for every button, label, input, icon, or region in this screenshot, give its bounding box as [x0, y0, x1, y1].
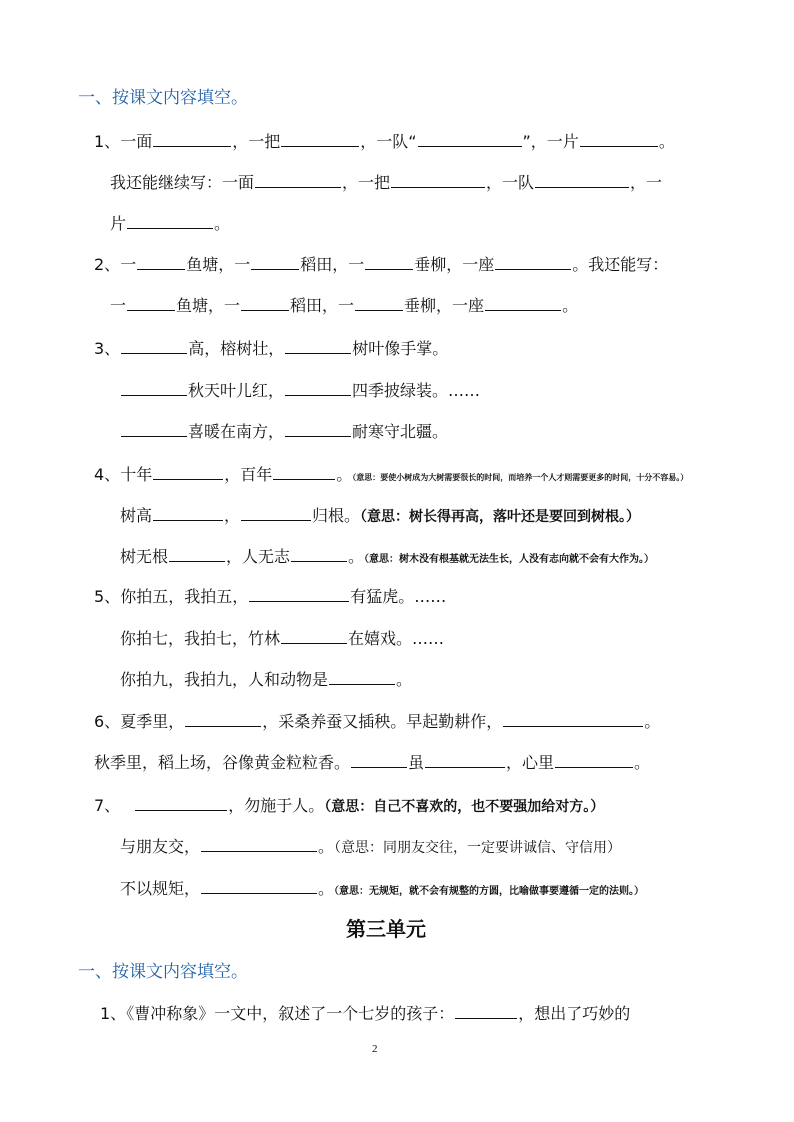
answer-blank[interactable] — [285, 421, 351, 437]
question-6-line-2: 秋季里，稻上场，谷像黄金粒粒香。 虽 ，心里 。 — [94, 753, 651, 772]
answer-blank[interactable] — [285, 380, 351, 396]
section-heading-2: 一、按课文内容填空。 — [78, 962, 248, 982]
page-number: 2 — [372, 1043, 378, 1055]
section-heading: 一、按课文内容填空。 — [78, 88, 248, 108]
answer-blank[interactable] — [281, 628, 347, 644]
question-5-line-1: 5、你拍五，我拍五， 有猛虎。…… — [94, 587, 447, 606]
answer-blank[interactable] — [281, 131, 359, 147]
question-1-line-3: 片 。 — [110, 214, 231, 233]
question-2-line-2: 一 鱼塘，一 稻田，一 垂柳，一座 。 — [110, 296, 579, 315]
answer-blank[interactable] — [535, 172, 629, 188]
meaning-note: （意思：自己不喜欢的，也不要强加给对方。） — [324, 799, 605, 815]
question-3-line-3: 喜暖在南方， 耐寒守北疆。 — [120, 421, 448, 442]
answer-blank[interactable] — [418, 131, 522, 147]
answer-blank[interactable] — [291, 546, 347, 562]
answer-blank[interactable] — [355, 295, 403, 311]
question-2-line-1: 2、一 鱼塘，一 稻田，一 垂柳，一座 。我还能写： — [94, 255, 669, 274]
answer-blank[interactable] — [251, 254, 299, 270]
answer-blank[interactable] — [153, 464, 223, 480]
answer-blank[interactable] — [127, 213, 213, 229]
question-5-line-2: 你拍七，我拍七，竹林 在嬉戏。…… — [120, 629, 445, 648]
answer-blank[interactable] — [241, 295, 289, 311]
answer-blank[interactable] — [555, 752, 633, 768]
meaning-note: （意思：无规矩，就不会有规整的方圆，比喻做事要遵循一定的法则。） — [334, 886, 645, 897]
answer-blank[interactable] — [153, 131, 231, 147]
answer-blank[interactable] — [135, 795, 227, 811]
question-4-line-2: 树高 ， 归根。（意思：树长得再高，落叶还是要回到树根。） — [120, 506, 641, 525]
answer-blank[interactable] — [351, 752, 407, 768]
answer-blank[interactable] — [485, 295, 561, 311]
question-5-line-3: 你拍九，我拍九，人和动物是 。 — [120, 670, 413, 689]
question-7-line-2: 与朋友交， 。（意思：同朋友交往，一定要讲诚信、守信用） — [120, 837, 622, 856]
answer-blank[interactable] — [273, 464, 335, 480]
answer-blank[interactable] — [255, 172, 341, 188]
question-3-line-2: 秋天叶儿红， 四季披绿装。…… — [120, 380, 480, 401]
answer-blank[interactable] — [121, 380, 187, 396]
answer-blank[interactable] — [137, 254, 185, 270]
answer-blank[interactable] — [391, 172, 485, 188]
meaning-note: （意思：树长得再高，落叶还是要回到树根。） — [360, 509, 641, 525]
answer-blank[interactable] — [329, 669, 395, 685]
question-3-line-1: 3、 高，榕树壮， 树叶像手掌。 — [94, 339, 449, 358]
meaning-note: （意思：要使小树成为大树需要很长的时间，而培养一个人才则需要更多的时间，十分不容易。） — [352, 473, 689, 482]
meaning-note: （意思：同朋友交往，一定要讲诚信、守信用） — [334, 840, 622, 856]
answer-blank[interactable] — [503, 711, 643, 727]
question-6-line-1: 6、夏季里， ，采桑养蚕又插秧。早起勤耕作， 。 — [94, 712, 661, 731]
answer-blank[interactable] — [127, 295, 175, 311]
question-1-line-1: 1、一面 ，一把 ，一队“ ”，一片 。 — [94, 132, 675, 151]
answer-blank[interactable] — [169, 546, 225, 562]
meaning-note: （意思：树木没有根基就无法生长，人没有志向就不会有大作为。） — [364, 554, 655, 565]
question-7-line-1: 7、 ，勿施于人。（意思：自己不喜欢的，也不要强加给对方。） — [94, 796, 605, 815]
answer-blank[interactable] — [185, 711, 261, 727]
answer-blank[interactable] — [365, 254, 413, 270]
answer-blank[interactable] — [425, 752, 505, 768]
answer-blank[interactable] — [285, 338, 351, 354]
answer-blank[interactable] — [201, 836, 317, 852]
question-7-line-3: 不以规矩， 。（意思：无规矩，就不会有规整的方圆，比喻做事要遵循一定的法则。） — [120, 879, 645, 898]
answer-blank[interactable] — [495, 254, 571, 270]
answer-blank[interactable] — [121, 338, 187, 354]
answer-blank[interactable] — [153, 505, 223, 521]
question-4-line-3: 树无根 ，人无志 。（意思：树木没有根基就无法生长，人没有志向就不会有大作为。） — [120, 547, 655, 566]
unit-title: 第三单元 — [346, 917, 426, 941]
answer-blank[interactable] — [201, 878, 317, 894]
answer-blank[interactable] — [249, 586, 349, 602]
unit3-question-1-line-1: 1、《曹冲称象》一文中，叙述了一个七岁的孩子： ，想出了巧妙的 — [100, 1004, 631, 1023]
answer-blank[interactable] — [121, 421, 187, 437]
answer-blank[interactable] — [580, 131, 658, 147]
answer-blank[interactable] — [455, 1003, 517, 1019]
question-4-line-1: 4、十年 ，百年 。（意思：要使小树成为大树需要很长的时间，而培养一个人才则需要更多的时间，十分不容易。） — [94, 465, 689, 484]
question-1-line-2: 我还能继续写：一面 ，一把 ，一队 ，一 — [110, 173, 663, 192]
answer-blank[interactable] — [241, 505, 311, 521]
